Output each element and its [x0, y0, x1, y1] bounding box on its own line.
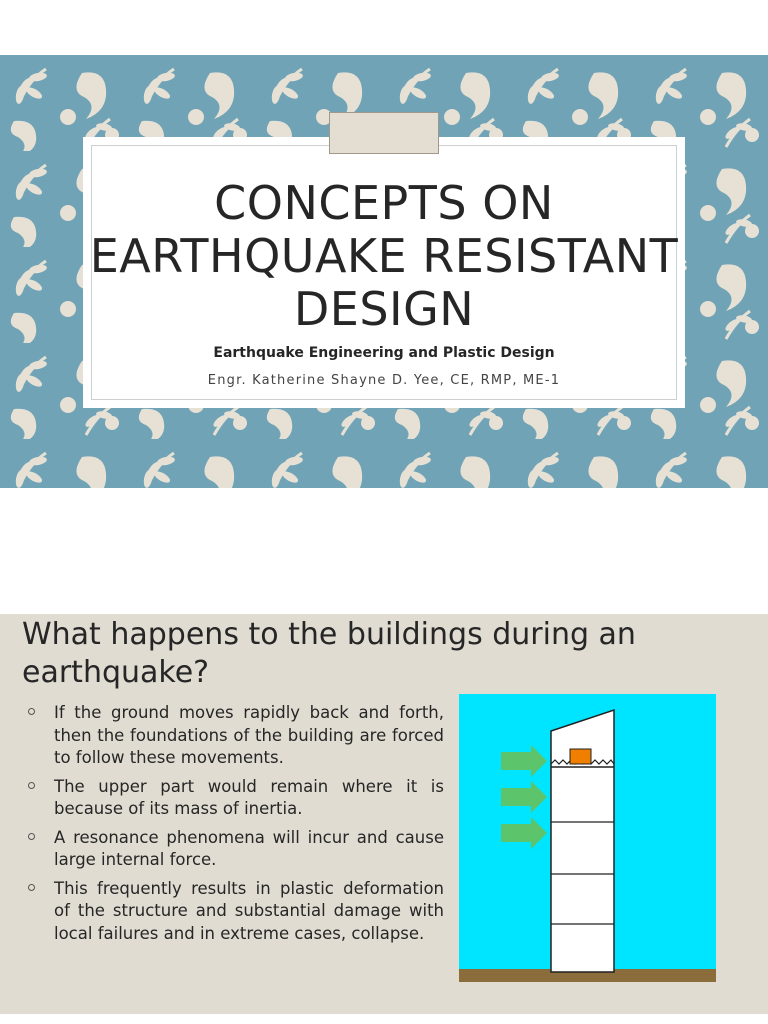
bullet-item: This frequently results in plastic deformation of the structure and substantial damage with local failures and in extreme cases, collapse. [28, 878, 444, 946]
bullet-list [28, 702, 444, 951]
slide-heading: What happens to the buildings during an earthquake? [22, 617, 636, 690]
title-card [83, 137, 685, 408]
bullet-item: A resonance phenomena will incur and cause large internal force. [28, 827, 444, 872]
bullet-icon [28, 833, 35, 840]
bullet-item: The upper part would remain where it is because of its mass of inertia. [28, 776, 444, 821]
slide-title: CONCEPTS ON EARTHQUAKE RESISTANT DESIGN [89, 176, 679, 336]
title-slide [0, 55, 768, 488]
slide-subtitle: Earthquake Engineering and Plastic Design [213, 345, 555, 361]
mass-block [570, 749, 591, 764]
bullet-icon [28, 782, 35, 789]
content-slide [0, 614, 768, 1014]
bullet-icon [28, 708, 35, 715]
bullet-icon [28, 884, 35, 891]
building-earthquake-diagram [459, 694, 716, 982]
title-card-tab [329, 112, 439, 154]
slide-author: Engr. Katherine Shayne D. Yee, CE, RMP, ME-1 [207, 373, 561, 388]
bullet-item: If the ground moves rapidly back and forth, then the foundations of the building are forced to follow these movements. [28, 702, 444, 770]
